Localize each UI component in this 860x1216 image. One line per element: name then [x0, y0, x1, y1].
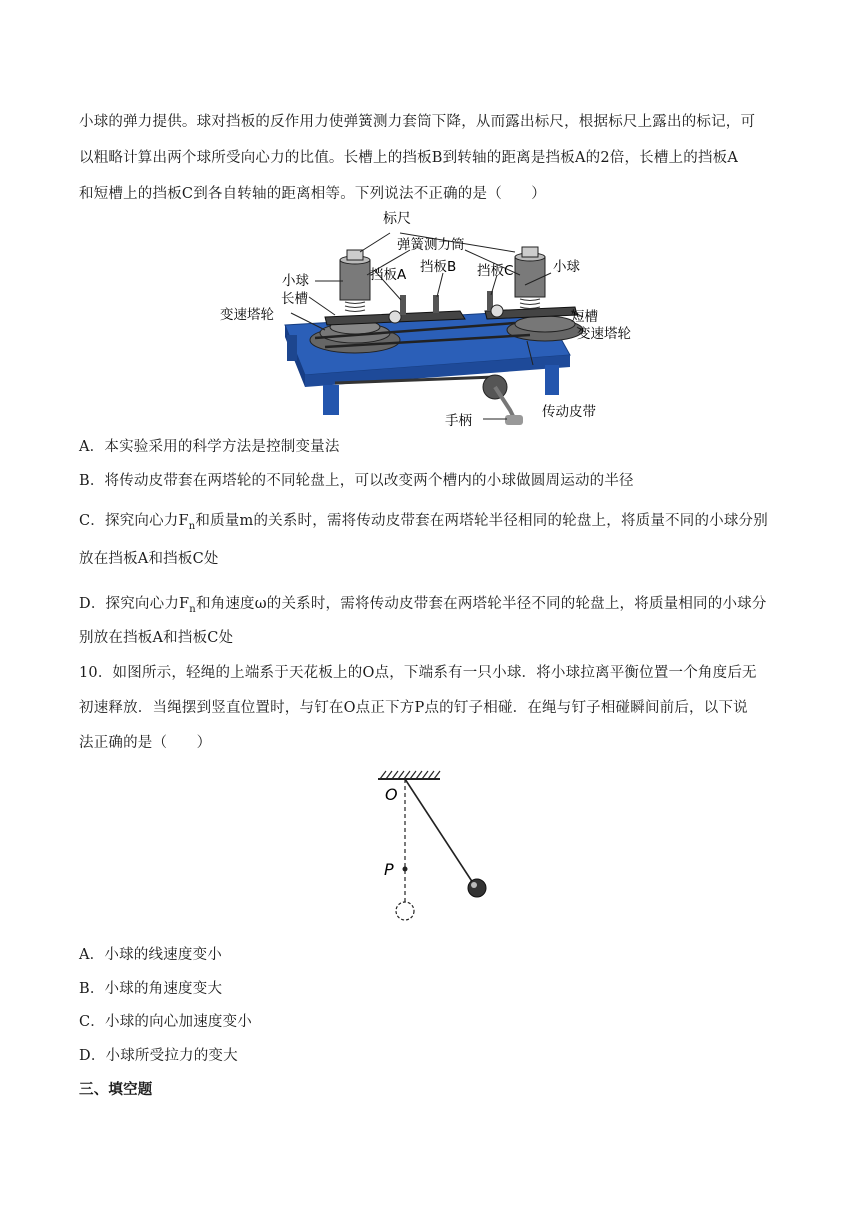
label-handle: 手柄	[445, 413, 472, 429]
intro-line-3: 和短槽上的挡板C到各自转轴的距离相等。下列说法不正确的是（ ）	[79, 186, 546, 202]
section-title: 三、填空题	[79, 1082, 153, 1098]
q10-option-b: B．小球的角速度变大	[79, 981, 223, 997]
label-o: O	[385, 785, 398, 804]
q9-option-b: B．将传动皮带套在两塔轮的不同轮盘上，可以改变两个槽内的小球做圆周运动的半径	[79, 473, 634, 489]
left-spring-cylinder	[340, 260, 370, 300]
label-long-groove: 长槽	[281, 291, 308, 307]
q10-line-1: 10．如图所示，轻绳的上端系于天花板上的O点，下端系有一只小球．将小球拉离平衡位置一个角度后无	[79, 665, 757, 681]
label-ball-right: 小球	[553, 259, 580, 275]
right-ball	[491, 305, 503, 317]
q10-line-3: 法正确的是（ ）	[79, 735, 212, 751]
q9-option-d-line-2: 别放在挡板A和挡板C处	[79, 630, 234, 646]
pendulum-figure	[370, 765, 500, 930]
label-baffle-a: 挡板A	[370, 267, 407, 283]
q9-option-c-line-2: 放在挡板A和挡板C处	[79, 551, 219, 567]
ball-lowest-position	[396, 902, 414, 920]
q10-option-d: D．小球所受拉力的变大	[79, 1048, 238, 1064]
pendulum-ball	[468, 879, 486, 897]
label-belt: 传动皮带	[542, 404, 596, 420]
ceiling-hatch	[380, 771, 440, 779]
rope	[405, 779, 473, 883]
label-ball-left: 小球	[282, 273, 309, 289]
left-ball	[389, 311, 401, 323]
label-baffle-b: 挡板B	[420, 259, 457, 275]
right-spring-cylinder	[515, 257, 545, 297]
table-leg	[323, 385, 339, 415]
q9-option-c-line-1: C．探究向心力$F_n$和质量m的关系时，需将传动皮带套在两塔轮半径相同的轮盘上，将质量不同的小球分别	[79, 513, 768, 532]
q10-line-2: 初速释放．当绳摆到竖直位置时，与钉在O点正下方P点的钉子相碰．在绳与钉子相碰瞬间前后，以下说	[79, 700, 748, 716]
intro-line-2: 以粗略计算出两个球所受向心力的比值。长槽上的挡板B到转轴的距离是挡板A的2倍，长槽上的挡板A	[79, 150, 739, 166]
q9-option-d-line-1: D．探究向心力$F_n$和角速度ω的关系时，需将传动皮带套在两塔轮半径不同的轮盘上，将质量相同的小球分	[79, 596, 767, 615]
nail-point-p	[403, 867, 408, 872]
handle-grip	[505, 415, 523, 425]
baffle-b	[433, 295, 439, 313]
label-baffle-c: 挡板C	[477, 263, 514, 279]
q10-option-c: C．小球的向心加速度变小	[79, 1014, 252, 1030]
label-short-groove: 短槽	[571, 309, 598, 325]
q10-option-a: A．小球的线速度变小	[79, 947, 222, 963]
label-p: P	[384, 860, 394, 879]
label-spring: 弹簧测力筒	[397, 237, 465, 253]
centripetal-apparatus-figure	[215, 205, 650, 430]
label-ruler: 标尺	[383, 211, 411, 227]
table-leg	[545, 365, 559, 395]
table-leg	[287, 335, 297, 361]
q9-option-a: A．本实验采用的科学方法是控制变量法	[79, 439, 340, 455]
label-wheel-right: 变速塔轮	[577, 326, 631, 342]
baffle-a	[400, 295, 406, 315]
intro-line-1: 小球的弹力提供。球对挡板的反作用力使弹簧测力套筒下降，从而露出标尺，根据标尺上露出的标记，可	[79, 114, 756, 130]
label-wheel-left: 变速塔轮	[220, 307, 274, 323]
